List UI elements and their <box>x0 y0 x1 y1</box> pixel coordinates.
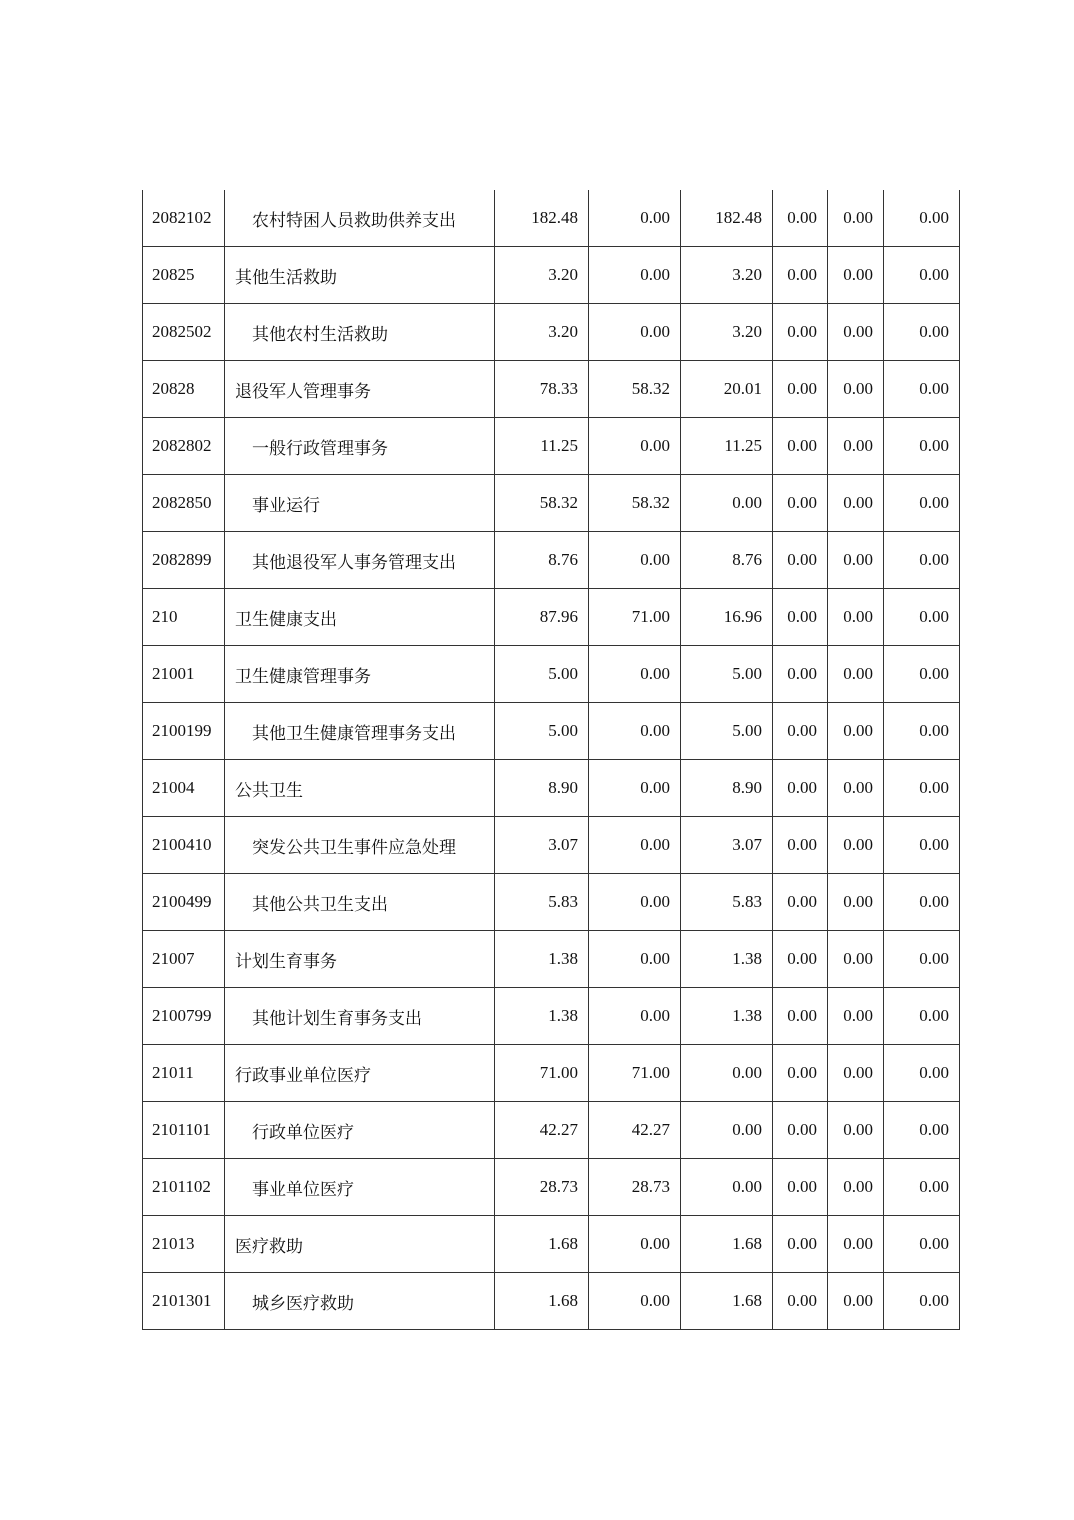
project-expenditure-cell: 16.96 <box>681 589 773 646</box>
subject-name-cell: 卫生健康管理事务 <box>225 646 495 703</box>
extra-cell-3: 0.00 <box>884 1216 960 1273</box>
extra-cell-3: 0.00 <box>884 190 960 247</box>
extra-cell-1: 0.00 <box>773 703 828 760</box>
basic-expenditure-cell: 0.00 <box>589 1273 681 1330</box>
basic-expenditure-cell: 42.27 <box>589 1102 681 1159</box>
project-expenditure-cell: 0.00 <box>681 1159 773 1216</box>
project-expenditure-cell: 5.00 <box>681 703 773 760</box>
extra-cell-3: 0.00 <box>884 931 960 988</box>
subject-name-cell: 农村特困人员救助供养支出 <box>225 190 495 247</box>
extra-cell-3: 0.00 <box>884 589 960 646</box>
extra-cell-3: 0.00 <box>884 475 960 532</box>
basic-expenditure-cell: 0.00 <box>589 988 681 1045</box>
basic-expenditure-cell: 0.00 <box>589 931 681 988</box>
extra-cell-2: 0.00 <box>828 988 884 1045</box>
subject-code-cell: 2100199 <box>143 703 225 760</box>
subject-code-cell: 2082899 <box>143 532 225 589</box>
subject-name-cell: 计划生育事务 <box>225 931 495 988</box>
extra-cell-1: 0.00 <box>773 1216 828 1273</box>
table-row <box>143 589 960 646</box>
table-row <box>143 532 960 589</box>
extra-cell-1: 0.00 <box>773 589 828 646</box>
subject-code-cell: 2100799 <box>143 988 225 1045</box>
total-cell: 71.00 <box>495 1045 589 1102</box>
extra-cell-2: 0.00 <box>828 418 884 475</box>
project-expenditure-cell: 8.90 <box>681 760 773 817</box>
extra-cell-3: 0.00 <box>884 1045 960 1102</box>
subject-code-cell: 21004 <box>143 760 225 817</box>
project-expenditure-cell: 20.01 <box>681 361 773 418</box>
extra-cell-2: 0.00 <box>828 304 884 361</box>
extra-cell-1: 0.00 <box>773 1159 828 1216</box>
extra-cell-3: 0.00 <box>884 418 960 475</box>
total-cell: 5.83 <box>495 874 589 931</box>
extra-cell-2: 0.00 <box>828 1045 884 1102</box>
extra-cell-1: 0.00 <box>773 1273 828 1330</box>
extra-cell-3: 0.00 <box>884 532 960 589</box>
subject-name-cell: 公共卫生 <box>225 760 495 817</box>
extra-cell-2: 0.00 <box>828 874 884 931</box>
subject-code-cell: 2082802 <box>143 418 225 475</box>
extra-cell-3: 0.00 <box>884 304 960 361</box>
extra-cell-1: 0.00 <box>773 874 828 931</box>
extra-cell-2: 0.00 <box>828 703 884 760</box>
extra-cell-2: 0.00 <box>828 931 884 988</box>
basic-expenditure-cell: 0.00 <box>589 532 681 589</box>
basic-expenditure-cell: 28.73 <box>589 1159 681 1216</box>
extra-cell-2: 0.00 <box>828 1216 884 1273</box>
budget-expenditure-table <box>142 190 960 1330</box>
subject-code-cell: 20825 <box>143 247 225 304</box>
extra-cell-1: 0.00 <box>773 931 828 988</box>
basic-expenditure-cell: 58.32 <box>589 361 681 418</box>
extra-cell-1: 0.00 <box>773 532 828 589</box>
extra-cell-2: 0.00 <box>828 817 884 874</box>
total-cell: 182.48 <box>495 190 589 247</box>
table-body <box>143 190 960 1330</box>
extra-cell-2: 0.00 <box>828 646 884 703</box>
extra-cell-3: 0.00 <box>884 1273 960 1330</box>
subject-code-cell: 20828 <box>143 361 225 418</box>
extra-cell-1: 0.00 <box>773 760 828 817</box>
extra-cell-2: 0.00 <box>828 589 884 646</box>
extra-cell-1: 0.00 <box>773 646 828 703</box>
table-row <box>143 1159 960 1216</box>
subject-code-cell: 2101102 <box>143 1159 225 1216</box>
basic-expenditure-cell: 0.00 <box>589 418 681 475</box>
total-cell: 58.32 <box>495 475 589 532</box>
extra-cell-2: 0.00 <box>828 361 884 418</box>
extra-cell-2: 0.00 <box>828 1159 884 1216</box>
extra-cell-1: 0.00 <box>773 1102 828 1159</box>
extra-cell-2: 0.00 <box>828 760 884 817</box>
project-expenditure-cell: 1.68 <box>681 1273 773 1330</box>
extra-cell-3: 0.00 <box>884 817 960 874</box>
total-cell: 5.00 <box>495 703 589 760</box>
project-expenditure-cell: 11.25 <box>681 418 773 475</box>
subject-name-cell: 行政事业单位医疗 <box>225 1045 495 1102</box>
extra-cell-1: 0.00 <box>773 988 828 1045</box>
project-expenditure-cell: 1.68 <box>681 1216 773 1273</box>
project-expenditure-cell: 5.00 <box>681 646 773 703</box>
subject-code-cell: 2082502 <box>143 304 225 361</box>
basic-expenditure-cell: 0.00 <box>589 760 681 817</box>
extra-cell-3: 0.00 <box>884 760 960 817</box>
table-row <box>143 703 960 760</box>
extra-cell-2: 0.00 <box>828 247 884 304</box>
subject-name-cell: 其他公共卫生支出 <box>225 874 495 931</box>
subject-name-cell: 其他生活救助 <box>225 247 495 304</box>
basic-expenditure-cell: 0.00 <box>589 304 681 361</box>
table-row <box>143 418 960 475</box>
subject-name-cell: 其他卫生健康管理事务支出 <box>225 703 495 760</box>
table-row <box>143 361 960 418</box>
extra-cell-3: 0.00 <box>884 1159 960 1216</box>
subject-code-cell: 21001 <box>143 646 225 703</box>
extra-cell-2: 0.00 <box>828 190 884 247</box>
extra-cell-1: 0.00 <box>773 418 828 475</box>
extra-cell-1: 0.00 <box>773 817 828 874</box>
table-row <box>143 247 960 304</box>
table-row <box>143 1045 960 1102</box>
subject-code-cell: 21013 <box>143 1216 225 1273</box>
basic-expenditure-cell: 0.00 <box>589 874 681 931</box>
extra-cell-3: 0.00 <box>884 703 960 760</box>
basic-expenditure-cell: 0.00 <box>589 1216 681 1273</box>
subject-name-cell: 行政单位医疗 <box>225 1102 495 1159</box>
subject-name-cell: 其他农村生活救助 <box>225 304 495 361</box>
project-expenditure-cell: 3.20 <box>681 304 773 361</box>
basic-expenditure-cell: 0.00 <box>589 247 681 304</box>
total-cell: 1.38 <box>495 931 589 988</box>
total-cell: 11.25 <box>495 418 589 475</box>
basic-expenditure-cell: 0.00 <box>589 190 681 247</box>
subject-name-cell: 其他退役军人事务管理支出 <box>225 532 495 589</box>
project-expenditure-cell: 182.48 <box>681 190 773 247</box>
project-expenditure-cell: 3.07 <box>681 817 773 874</box>
table-row <box>143 1273 960 1330</box>
subject-code-cell: 210 <box>143 589 225 646</box>
table-row <box>143 1102 960 1159</box>
total-cell: 3.20 <box>495 247 589 304</box>
table-row <box>143 646 960 703</box>
table-row <box>143 475 960 532</box>
extra-cell-3: 0.00 <box>884 1102 960 1159</box>
project-expenditure-cell: 1.38 <box>681 931 773 988</box>
basic-expenditure-cell: 71.00 <box>589 589 681 646</box>
subject-name-cell: 突发公共卫生事件应急处理 <box>225 817 495 874</box>
extra-cell-3: 0.00 <box>884 361 960 418</box>
extra-cell-1: 0.00 <box>773 361 828 418</box>
table-row <box>143 190 960 247</box>
extra-cell-1: 0.00 <box>773 475 828 532</box>
extra-cell-1: 0.00 <box>773 190 828 247</box>
subject-code-cell: 2100410 <box>143 817 225 874</box>
extra-cell-3: 0.00 <box>884 646 960 703</box>
subject-name-cell: 退役军人管理事务 <box>225 361 495 418</box>
subject-name-cell: 事业运行 <box>225 475 495 532</box>
total-cell: 5.00 <box>495 646 589 703</box>
table-row <box>143 1216 960 1273</box>
subject-name-cell: 医疗救助 <box>225 1216 495 1273</box>
subject-name-cell: 其他计划生育事务支出 <box>225 988 495 1045</box>
subject-code-cell: 2082102 <box>143 190 225 247</box>
basic-expenditure-cell: 0.00 <box>589 817 681 874</box>
table-row <box>143 874 960 931</box>
project-expenditure-cell: 8.76 <box>681 532 773 589</box>
project-expenditure-cell: 0.00 <box>681 1045 773 1102</box>
project-expenditure-cell: 1.38 <box>681 988 773 1045</box>
table-row <box>143 931 960 988</box>
total-cell: 8.90 <box>495 760 589 817</box>
project-expenditure-cell: 5.83 <box>681 874 773 931</box>
basic-expenditure-cell: 71.00 <box>589 1045 681 1102</box>
project-expenditure-cell: 0.00 <box>681 475 773 532</box>
total-cell: 42.27 <box>495 1102 589 1159</box>
total-cell: 28.73 <box>495 1159 589 1216</box>
subject-code-cell: 2100499 <box>143 874 225 931</box>
total-cell: 78.33 <box>495 361 589 418</box>
extra-cell-1: 0.00 <box>773 1045 828 1102</box>
subject-code-cell: 2082850 <box>143 475 225 532</box>
extra-cell-3: 0.00 <box>884 988 960 1045</box>
subject-code-cell: 21011 <box>143 1045 225 1102</box>
total-cell: 8.76 <box>495 532 589 589</box>
total-cell: 1.38 <box>495 988 589 1045</box>
subject-name-cell: 一般行政管理事务 <box>225 418 495 475</box>
table-row <box>143 817 960 874</box>
subject-code-cell: 21007 <box>143 931 225 988</box>
extra-cell-2: 0.00 <box>828 1273 884 1330</box>
extra-cell-1: 0.00 <box>773 247 828 304</box>
basic-expenditure-cell: 58.32 <box>589 475 681 532</box>
total-cell: 87.96 <box>495 589 589 646</box>
subject-name-cell: 卫生健康支出 <box>225 589 495 646</box>
project-expenditure-cell: 0.00 <box>681 1102 773 1159</box>
extra-cell-3: 0.00 <box>884 247 960 304</box>
extra-cell-2: 0.00 <box>828 1102 884 1159</box>
total-cell: 3.07 <box>495 817 589 874</box>
table-row <box>143 760 960 817</box>
total-cell: 1.68 <box>495 1273 589 1330</box>
table-row <box>143 988 960 1045</box>
extra-cell-2: 0.00 <box>828 532 884 589</box>
extra-cell-2: 0.00 <box>828 475 884 532</box>
project-expenditure-cell: 3.20 <box>681 247 773 304</box>
subject-code-cell: 2101101 <box>143 1102 225 1159</box>
subject-name-cell: 城乡医疗救助 <box>225 1273 495 1330</box>
table-row <box>143 304 960 361</box>
total-cell: 1.68 <box>495 1216 589 1273</box>
subject-name-cell: 事业单位医疗 <box>225 1159 495 1216</box>
extra-cell-3: 0.00 <box>884 874 960 931</box>
total-cell: 3.20 <box>495 304 589 361</box>
basic-expenditure-cell: 0.00 <box>589 646 681 703</box>
extra-cell-1: 0.00 <box>773 304 828 361</box>
subject-code-cell: 2101301 <box>143 1273 225 1330</box>
basic-expenditure-cell: 0.00 <box>589 703 681 760</box>
